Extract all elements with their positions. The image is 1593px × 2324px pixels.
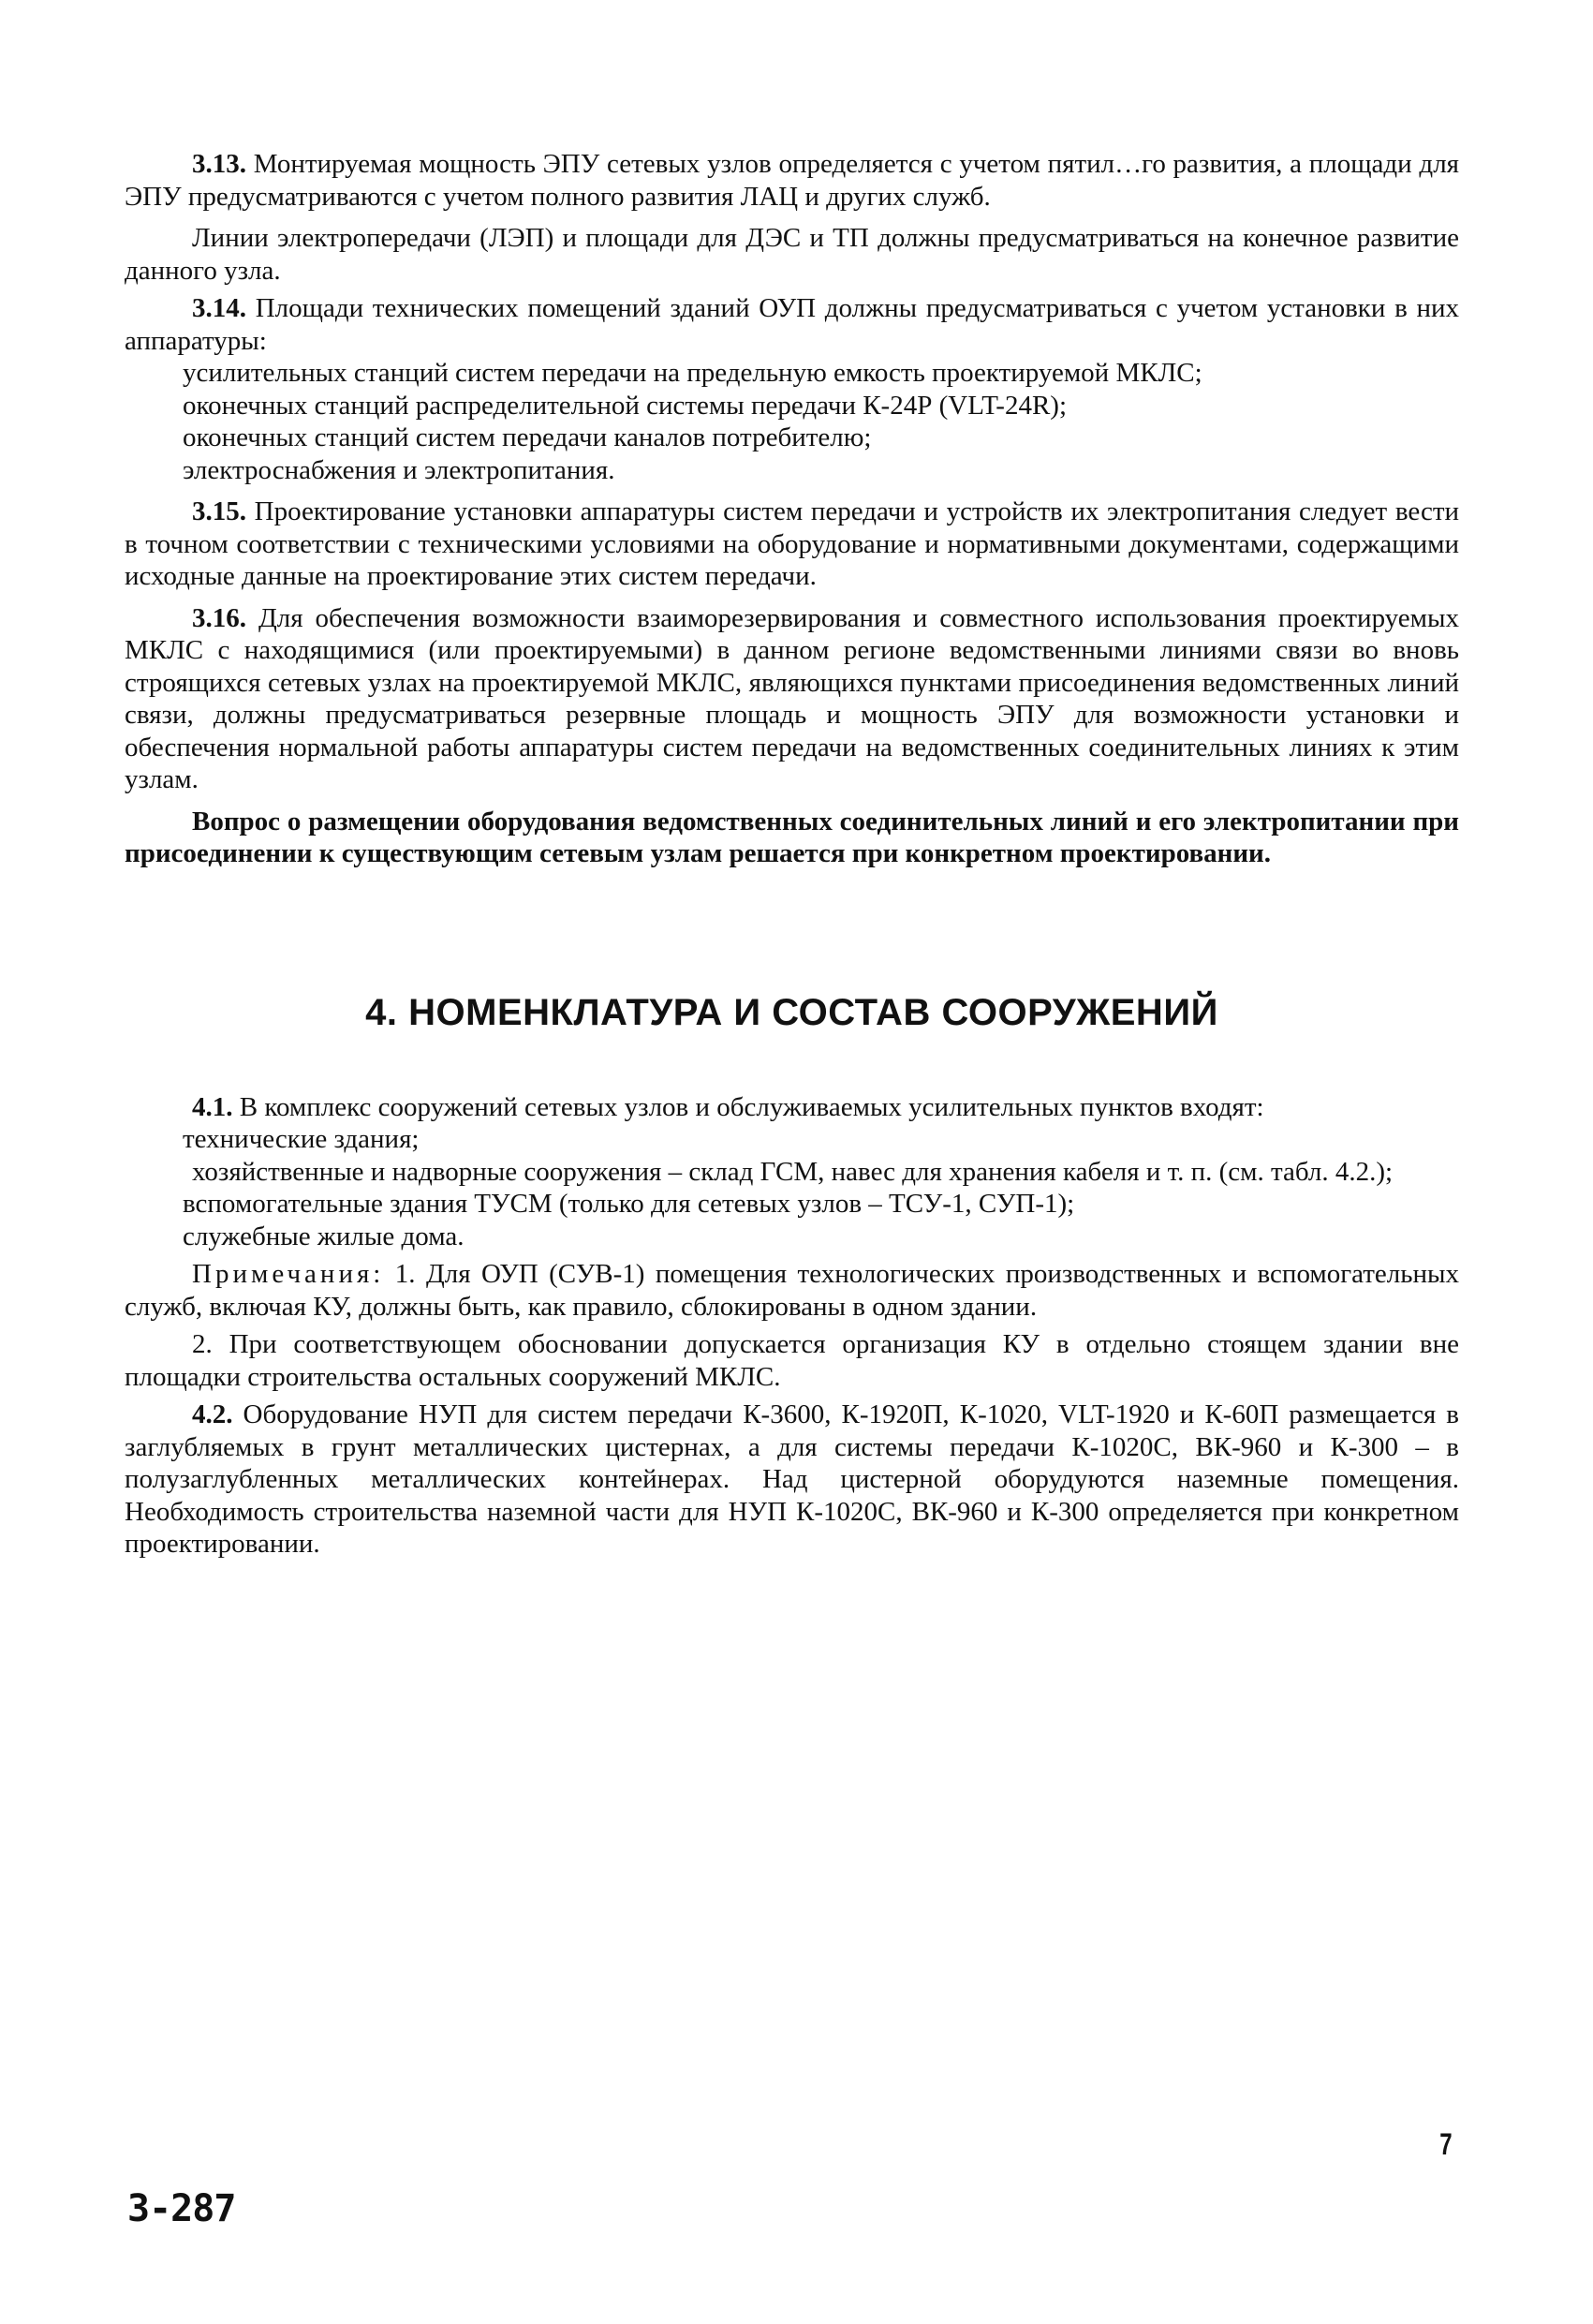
- note-1: 1. Для ОУП (СУВ-1) помещения технологических производственных и вспомогательных служб, включая КУ, должны быть, как правило, сблокированы в одном здании.: [125, 1259, 1460, 1322]
- clause-number: 3.16.: [192, 602, 246, 633]
- note-2: 2. При соответствующем обосновании допускается организация КУ в отдельно стоящем здании вне площадки строительства остальных сооружений МКЛС.: [125, 1329, 1459, 1392]
- clause-text: Для обеспечения возможности взаиморезервирования и совместного использования проектируемых МКЛС с находящимися (или проектируемыми) в данном регионе ведомственными линиями связи во вновь строящихся сетевых узлах на проектируемой МКЛС, являющихся пунктами присоединения ведомственных линий связи, должны предусматриваться резервные площадь и мощность ЭПУ для возможности установки и обеспечения нормальной работы аппаратуры систем передачи на ведомственных соединительных линиях к этим узлам.: [125, 602, 1460, 794]
- clause-text: В комплекс сооружений сетевых узлов и обслуживаемых усилительных пунктов входят:: [239, 1091, 1264, 1122]
- paragraph-3-13: [125, 148, 1459, 213]
- list-item: оконечных станций систем передачи каналов потребителю;: [183, 422, 872, 452]
- clause-number: 3.15.: [192, 496, 246, 526]
- paragraph-3-14: [125, 292, 1459, 357]
- paragraph-4-1: [125, 1091, 1459, 1124]
- paragraph-3-16-connection: Вопрос о размещении оборудования ведомственных соединительных линий и его электропитании при присоединении к существующим сетевым узлам решается при конкретном проектировании.: [125, 806, 1459, 868]
- clause-number: 4.1.: [192, 1091, 233, 1122]
- document-code: 3-287: [127, 2187, 236, 2230]
- paragraph-3-13-power-lines: Линии электропередачи (ЛЭП) и площади для ДЭС и ТП должны предусматриваться на конечное развитие данного узла.: [125, 223, 1459, 286]
- paragraph-3-16: [125, 602, 1459, 796]
- notes-block: [125, 1258, 1459, 1323]
- list-item: усилительных станций систем передачи на предельную емкость проектируемой МКЛС;: [183, 358, 1202, 388]
- clause-number: 4.2.: [192, 1399, 233, 1429]
- list-item: вспомогательные здания ТУСМ (только для сетевых узлов – ТСУ-1, СУП-1);: [183, 1189, 1075, 1219]
- clause-number: 3.13.: [192, 149, 246, 179]
- clause-text: Оборудование НУП для систем передачи К-3600, К-1920П, К-1020, VLT-1920 и К-60П размещается в заглубляемых в грунт металлических цистернах, а для системы передачи К-1020С, ВК-960 и К-300 – в полузаглубленных металлических контейнерах. Над цистерной оборудуются наземные помещения. Необходимость строительства наземной части для НУП К-1020С, ВК-960 и К-300 определяется при конкретном проектировании.: [125, 1399, 1459, 1559]
- paragraph-4-2: [125, 1399, 1459, 1561]
- page-body: [125, 148, 1459, 1561]
- page-number: 7: [1439, 2127, 1453, 2161]
- list-item: оконечных станций распределительной системы передачи К-24Р (VLT-24R);: [183, 390, 1068, 421]
- clause-number: 3.14.: [192, 293, 246, 323]
- clause-text: Площади технических помещений зданий ОУП должны предусматриваться с учетом установки в них аппаратуры:: [125, 293, 1460, 356]
- list-item: служебные жилые дома.: [183, 1221, 465, 1251]
- paragraph-3-15: [125, 496, 1459, 593]
- list-item: технические здания;: [183, 1124, 420, 1154]
- clause-text: Проектирование установки аппаратуры систем передачи и устройств их электропитания следует вести в точном соответствии с техническими условиями на оборудование и нормативными документами, содержащими исходные данные на проектирование этих систем передачи.: [125, 496, 1460, 591]
- notes-label: Примечания:: [192, 1259, 385, 1289]
- section-title: 4. НОМЕНКЛАТУРА И СОСТАВ СООРУЖЕНИЙ: [365, 991, 1218, 1033]
- list-item: электроснабжения и электропитания.: [183, 454, 615, 485]
- list-item: хозяйственные и надворные сооружения – склад ГСМ, навес для хранения кабеля и т. п. (см. табл. 4.2.);: [192, 1156, 1394, 1187]
- clause-text: Монтируемая мощность ЭПУ сетевых узлов определяется с учетом пятил…го развития, а площади для ЭПУ предусматриваются с учетом полного развития ЛАЦ и других служб.: [125, 149, 1460, 212]
